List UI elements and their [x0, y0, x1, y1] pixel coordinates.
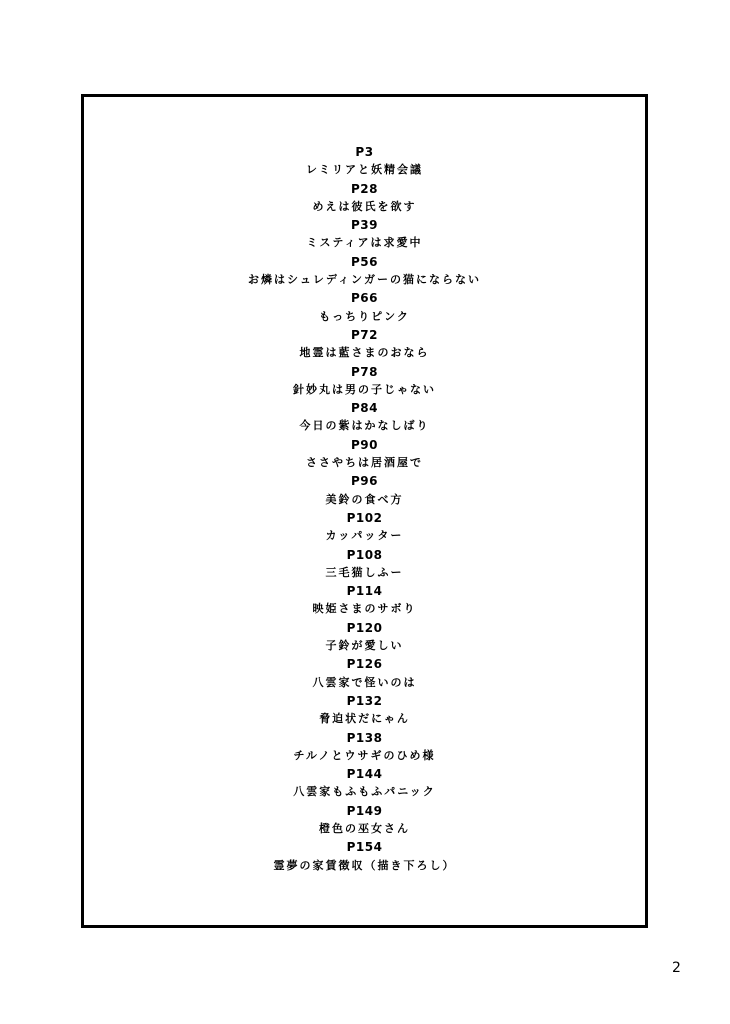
table-of-contents [81, 143, 648, 875]
toc-page-ref: P126 [346, 657, 383, 672]
toc-entry [81, 838, 648, 875]
toc-entry [81, 619, 648, 656]
toc-title: 霊夢の家賃徴収（描き下ろし） [273, 858, 456, 872]
toc-title: めえは彼氏を欲す [312, 199, 417, 213]
toc-title: 美鈴の食べ方 [325, 492, 404, 506]
toc-page-ref: P84 [351, 401, 378, 416]
toc-entry [81, 326, 648, 363]
toc-page-ref: P90 [351, 437, 378, 452]
toc-entry [81, 216, 648, 253]
toc-entry [81, 655, 648, 692]
toc-title: もっちりピンク [319, 309, 410, 323]
toc-entry [81, 692, 648, 729]
toc-title: お燐はシュレディンガーの猫にならない [248, 273, 481, 287]
toc-title: 今日の紫はかなしばり [299, 419, 430, 433]
toc-entry [81, 582, 648, 619]
toc-title: 映姫さまのサボり [312, 602, 417, 616]
toc-page-ref: P138 [346, 730, 383, 745]
toc-page-ref: P78 [351, 364, 378, 379]
toc-page-ref: P102 [346, 510, 383, 525]
toc-page-ref: P108 [346, 547, 383, 562]
toc-title: 八雲家もふもふパニック [293, 785, 436, 799]
toc-entry [81, 509, 648, 546]
toc-entry [81, 180, 648, 217]
toc-page-ref: P132 [346, 693, 383, 708]
toc-title: 子鈴が愛しい [325, 639, 404, 653]
toc-entry [81, 363, 648, 400]
toc-entry [81, 436, 648, 473]
toc-entry [81, 289, 648, 326]
toc-entry [81, 472, 648, 509]
toc-page-ref: P39 [351, 218, 378, 233]
toc-page-ref: P72 [351, 327, 378, 342]
toc-page-ref: P120 [346, 620, 383, 635]
toc-title: 脅迫状だにゃん [319, 712, 410, 726]
toc-entry [81, 143, 648, 180]
page-number: 2 [672, 960, 681, 976]
toc-entry [81, 802, 648, 839]
toc-title: 橙色の巫女さん [319, 821, 410, 835]
toc-page-ref: P144 [346, 767, 383, 782]
toc-title: レミリアと妖精会議 [306, 163, 423, 177]
toc-title: 地霊は藍さまのおなら [299, 346, 430, 360]
toc-entry [81, 546, 648, 583]
toc-page-ref: P3 [355, 145, 374, 159]
toc-page-ref: P96 [351, 474, 378, 489]
toc-entry [81, 729, 648, 766]
toc-entry [81, 765, 648, 802]
toc-page-ref: P114 [346, 584, 383, 599]
toc-page-ref: P66 [351, 291, 378, 306]
toc-title: ミスティアは求愛中 [306, 236, 423, 250]
toc-title: 針妙丸は男の子じゃない [293, 382, 436, 396]
toc-page-ref: P28 [351, 181, 378, 196]
toc-entry [81, 253, 648, 290]
toc-title: ささやちは居酒屋で [306, 456, 423, 470]
toc-page-ref: P56 [351, 254, 378, 269]
toc-page-ref: P154 [346, 840, 383, 855]
toc-title: 三毛猫しふー [325, 565, 404, 579]
toc-title: カッパッター [325, 529, 404, 543]
toc-title: チルノとウサギのひめ様 [293, 748, 436, 762]
toc-page-ref: P149 [346, 803, 383, 818]
toc-entry [81, 399, 648, 436]
toc-title: 八雲家で怪いのは [312, 675, 417, 689]
